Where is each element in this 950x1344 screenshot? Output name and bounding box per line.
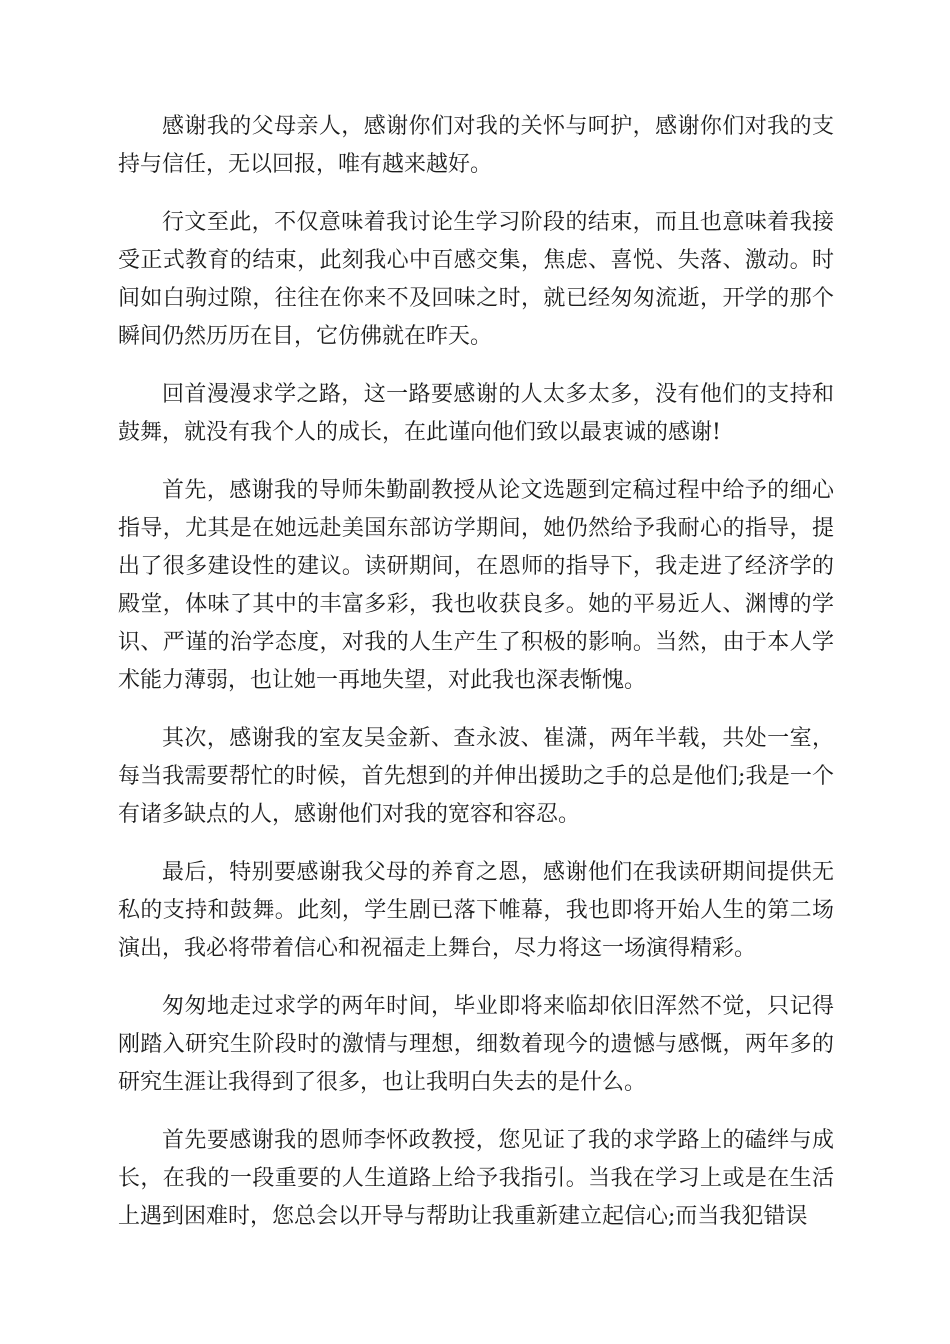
paragraph-7: 匆匆地走过求学的两年时间，毕业即将来临却依旧浑然不觉，只记得刚踏入研究生阶段时的激情与理想，细数着现今的遗憾与感慨，两年多的研究生涯让我得到了很多，也让我明白失去的是什么。 <box>118 994 834 1095</box>
document-body <box>118 108 834 1256</box>
paragraph-2: 行文至此，不仅意味着我讨论生学习阶段的结束，而且也意味着我接受正式教育的结束，此刻我心中百感交集，焦虑、喜悦、失落、激动。时间如白驹过隙，往往在你来不及回味之时，就已经匆匆流逝，开学的那个瞬间仍然历历在目，它仿佛就在昨天。 <box>118 210 834 349</box>
paragraph-6: 最后，特别要感谢我父母的养育之恩，感谢他们在我读研期间提供无私的支持和鼓舞。此刻，学生剧已落下帷幕，我也即将开始人生的第二场演出，我必将带着信心和祝福走上舞台，尽力将这一场演得精彩。 <box>118 860 834 961</box>
paragraph-8: 首先要感谢我的恩师李怀政教授，您见证了我的求学路上的磕绊与成长，在我的一段重要的人生道路上给予我指引。当我在学习上或是在生活上遇到困难时，您总会以开导与帮助让我重新建立起信心;而当我犯错误 <box>118 1128 834 1229</box>
paragraph-3: 回首漫漫求学之路，这一路要感谢的人太多太多，没有他们的支持和鼓舞，就没有我个人的成长，在此谨向他们致以最衷诚的感谢! <box>118 382 834 445</box>
paragraph-5: 其次，感谢我的室友吴金新、查永波、崔潇，两年半载，共处一室，每当我需要帮忙的时候，首先想到的并伸出援助之手的总是他们;我是一个有诸多缺点的人，感谢他们对我的宽容和容忍。 <box>118 726 834 827</box>
paragraph-4: 首先，感谢我的导师朱勤副教授从论文选题到定稿过程中给予的细心指导，尤其是在她远赴美国东部访学期间，她仍然给予我耐心的指导，提出了很多建设性的建议。读研期间，在恩师的指导下，我走进了经济学的殿堂，体味了其中的丰富多彩，我也收获良多。她的平易近人、渊博的学识、严谨的治学态度，对我的人生产生了积极的影响。当然，由于本人学术能力薄弱，也让她一再地失望，对此我也深表惭愧。 <box>118 478 834 693</box>
paragraph-1: 感谢我的父母亲人，感谢你们对我的关怀与呵护，感谢你们对我的支持与信任，无以回报，唯有越来越好。 <box>118 114 834 177</box>
